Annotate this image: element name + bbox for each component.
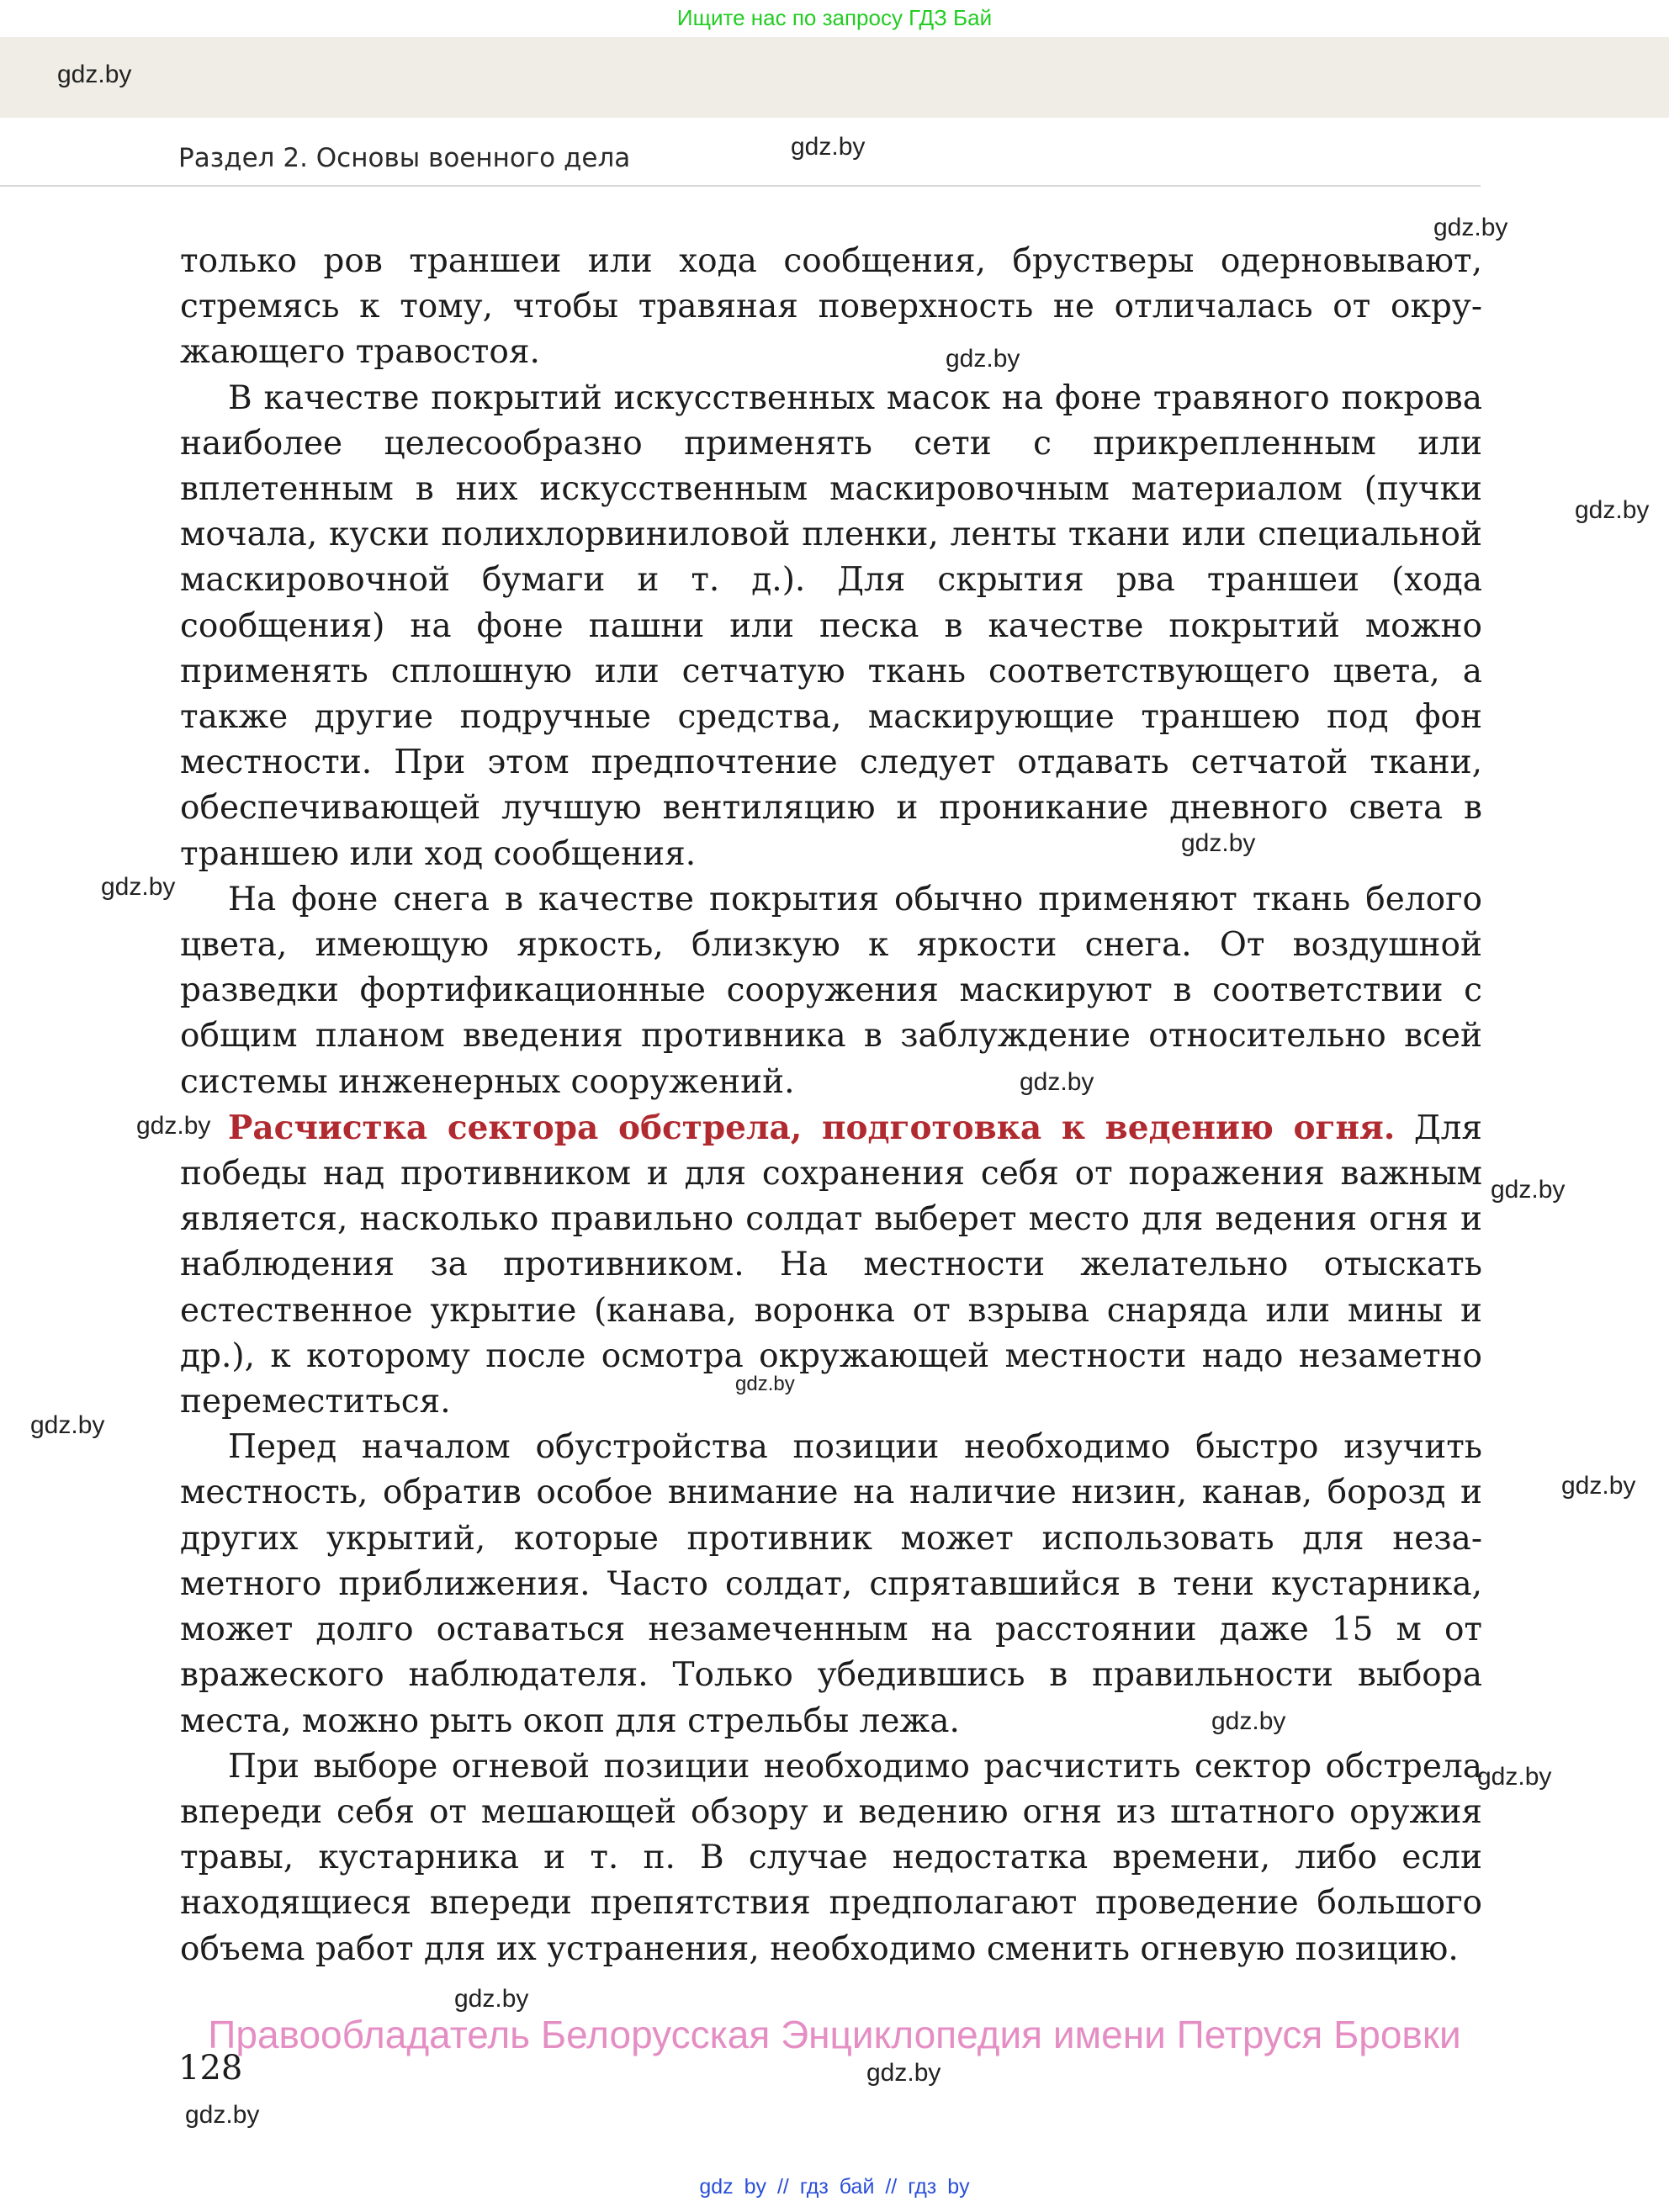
paragraph: только ров траншеи или хода сообщения, брустверы одерновывают, стремясь к тому, чтобы травяная поверхность не отличалась от окружающего травостоя.: [180, 242, 1482, 372]
watermark: gdz.by: [1211, 1707, 1286, 1735]
paragraph: На фоне снега в качестве покрытия обычно применяют ткань белого цвета, имеющую яркость, близкую к яркости снега. От воздушной разведки фортификационные сооружения маскируют в соответствии с общим планом введения противника в заблуждение относительно всей системы инженерных сооружений.: [180, 880, 1482, 1101]
bottom-links[interactable]: gdz by // гдз бай // гдз by: [699, 2175, 970, 2199]
paragraph: При выборе огневой позиции необходимо расчистить сектор обстрела впереди себя от мешающей обзору и ведению огня из штатного оружия травы, кустарника и т. п. В случае недостатка времени, либо если находящиеся впереди препятствия предполагают проведение большого объема работ для их устранения, необходимо сменить огневую позицию.: [180, 1747, 1482, 1968]
top-banner[interactable]: Ищите нас по запросу ГДЗ Бай: [676, 5, 993, 30]
watermark: gdz.by: [791, 133, 866, 161]
watermark: gdz.by: [454, 1985, 529, 2013]
watermark: gdz.by: [866, 2059, 941, 2087]
watermark: gdz.by: [1575, 496, 1650, 524]
rights-holder-notice: Правообладатель Белорусская Энциклопедия имени Петруся Бровки: [208, 2013, 1461, 2056]
page-number: 128: [178, 2049, 243, 2088]
watermark: gdz.by: [101, 873, 176, 901]
watermark: gdz.by: [1477, 1763, 1552, 1791]
section-paragraph: [180, 1105, 1482, 1425]
watermark: gdz.by: [30, 1411, 105, 1439]
watermark: gdz.by: [1181, 829, 1256, 857]
section-lead-text: Для победы над противником и для сохранения себя от поражения важным является, насколько правильно солдат выберет место для ведения огня и наблюдения за противником. На местности желательно отыскать естественное укрытие (канава, воронка от взрыва снаряда или мины и др.), к которому после осмотра окружающей местности надо незаметно переместиться.: [180, 1109, 1482, 1421]
header-divider: [0, 185, 1481, 187]
watermark: gdz.by: [1020, 1068, 1094, 1096]
paragraph: В качестве покрытий искусственных масок на фоне травяного покрова наиболее целесообразно применять сети с прикрепленным или вплетенным в них искусственным маскировочным материалом (пучки мочала, куски полихлорвиниловой пленки, ленты ткани или специальной маскировочной бумаги и т. д.). Для скрытия рва траншеи (хода сообщения) на фоне пашни или песка в качестве покрытий можно применять сплошную или сетчатую ткань соответствующего цвета, а также другие подручные средства, маскирующие траншею под фон местности. При этом предпочтение следует отдавать сетчатой ткани, обеспечивающей лучшую вентиляцию и проникание дневного света в траншею или ход сообщения.: [180, 378, 1482, 873]
watermark: gdz.by: [1561, 1472, 1636, 1500]
watermark: gdz.by: [1433, 214, 1508, 241]
watermark: gdz.by: [1491, 1176, 1566, 1204]
paragraph: Перед началом обустройства позиции необходимо быстро изучить местность, обратив особое внимание на наличие низин, канав, борозд и других укрытий, которые противник может использовать для незаметного приближения. Часто солдат, спрятавшийся в тени кустарника, может долго оставаться незамеченным на расстоянии даже 15 м от вражеского наблюдателя. Только убедившись в правильности выбора места, можно рыть окоп для стрельбы лежа.: [180, 1428, 1482, 1740]
header-band: [0, 37, 1669, 118]
body-text: [180, 239, 1482, 1972]
running-head: Раздел 2. Основы военного дела: [178, 143, 631, 173]
header-site-label: gdz.by: [57, 61, 132, 88]
watermark: gdz.by: [185, 2101, 260, 2129]
section-heading: Расчистка сектора обстрела, подготовка к ведению огня.: [228, 1108, 1396, 1147]
watermark: gdz.by: [136, 1112, 211, 1140]
watermark: gdz.by: [735, 1373, 795, 1395]
watermark: gdz.by: [946, 345, 1020, 373]
